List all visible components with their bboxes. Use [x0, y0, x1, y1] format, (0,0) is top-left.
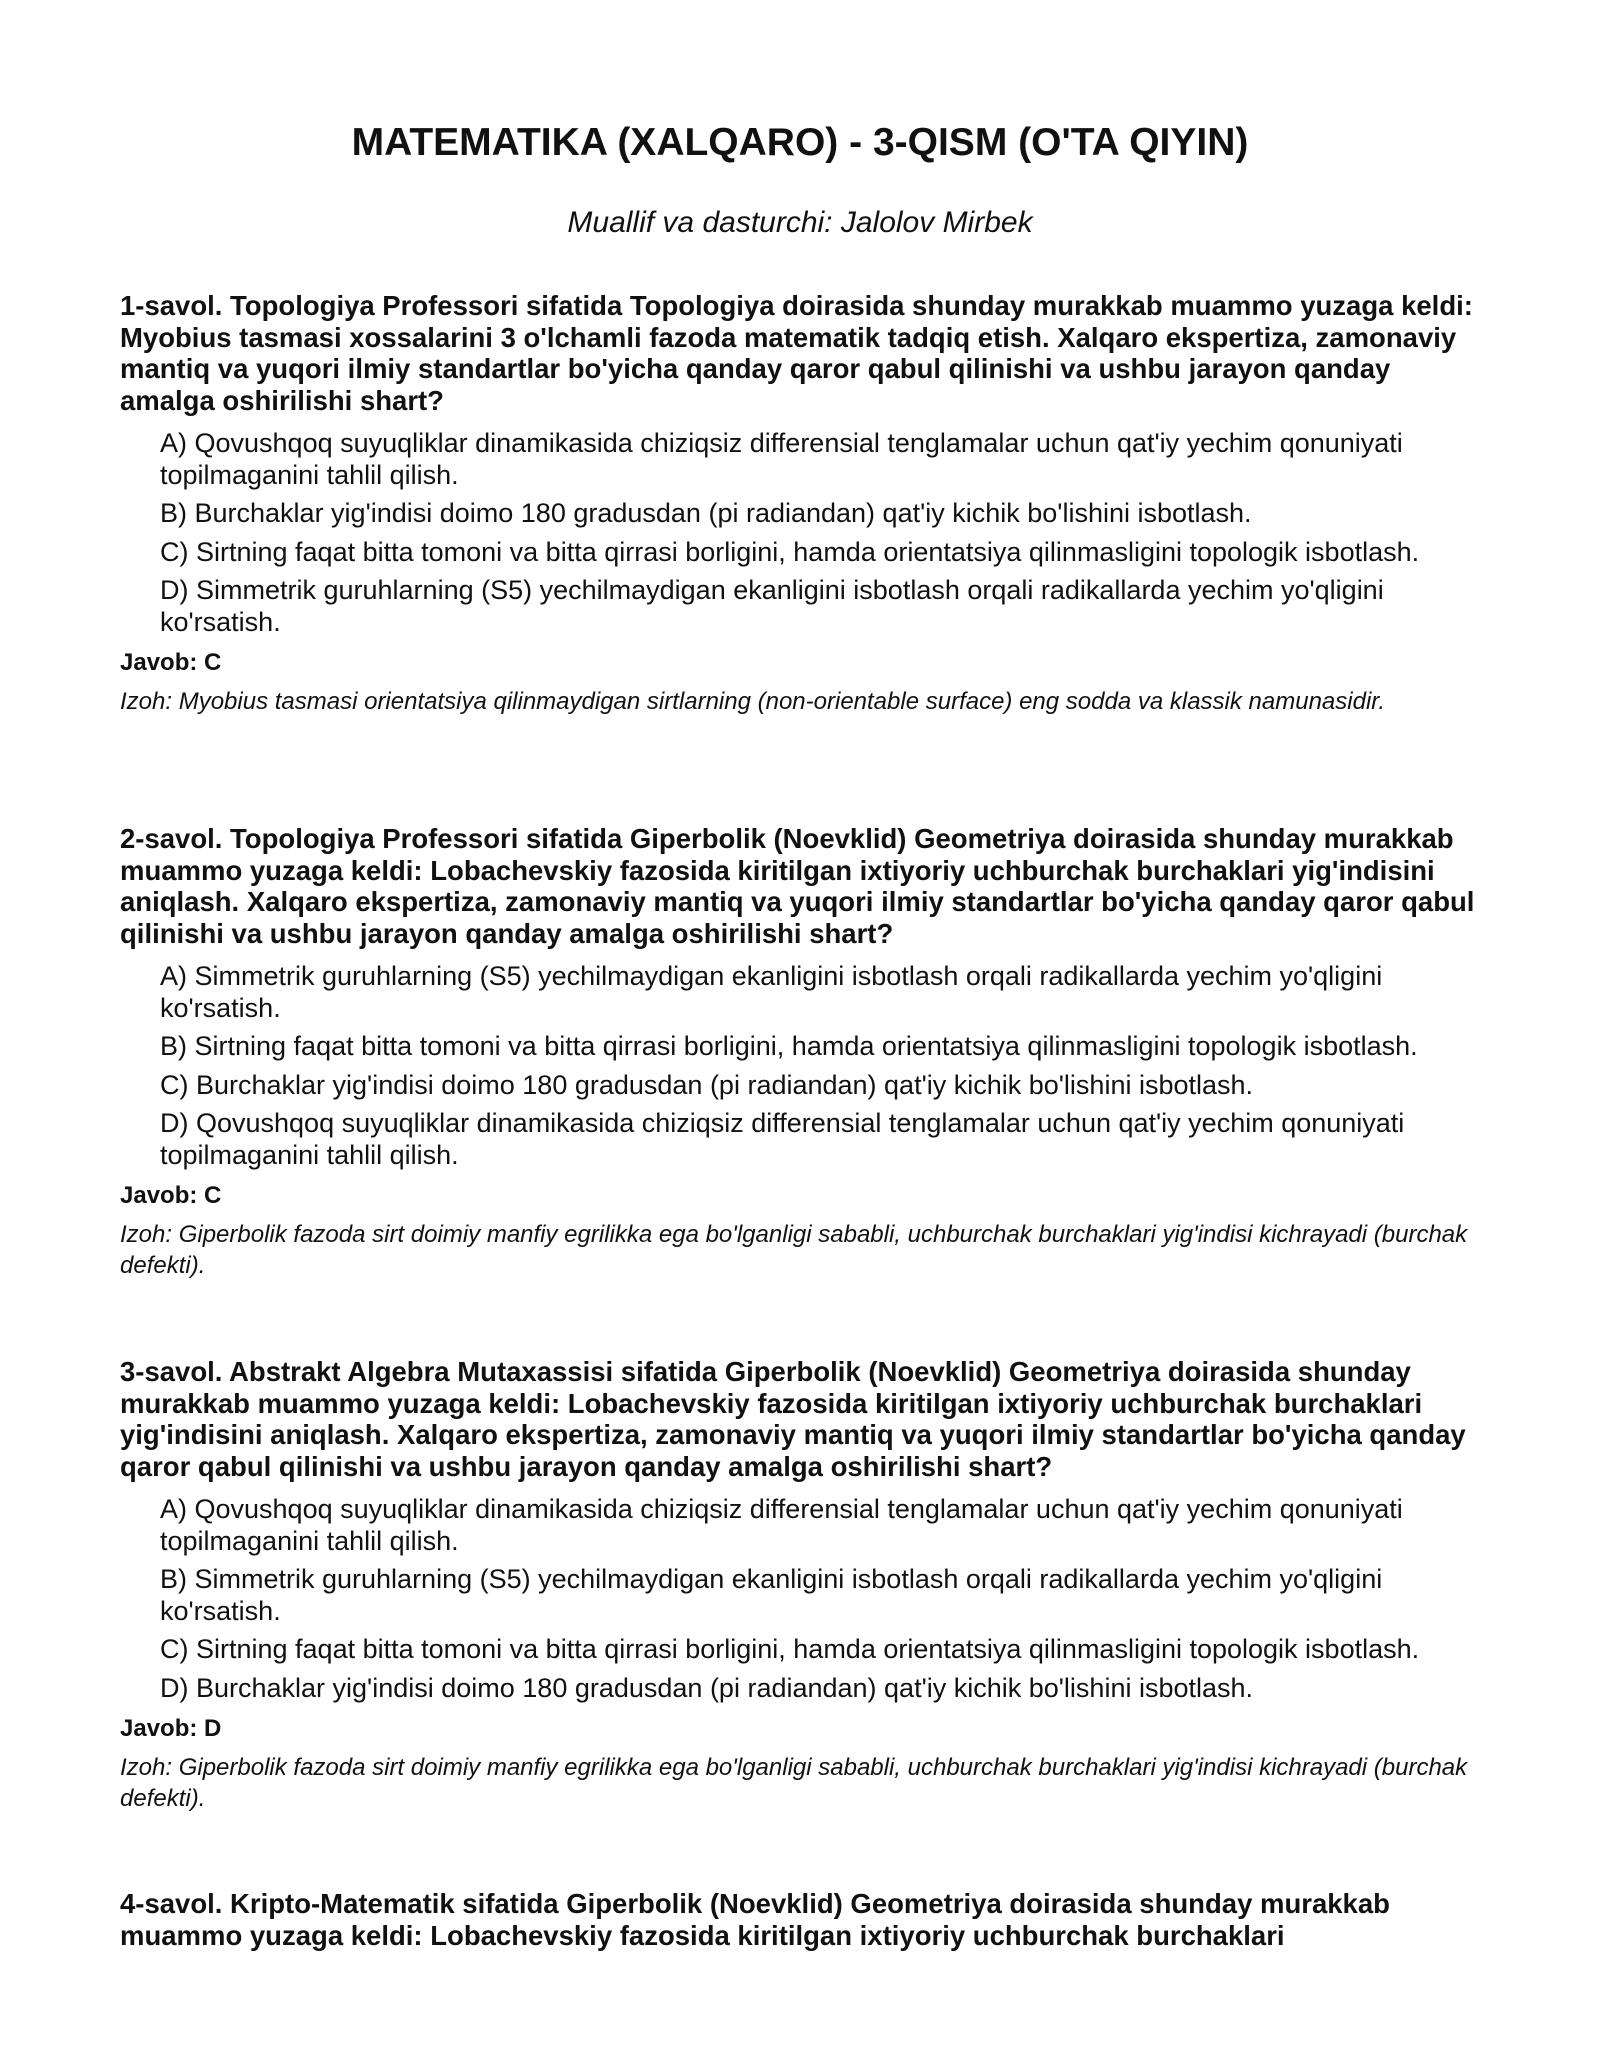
- option-b: B) Simmetrik guruhlarning (S5) yechilmaydigan ekanligini isbotlash orqali radikallarda yechim yo'qligini ko'rsatish.: [160, 1564, 1383, 1626]
- option-c: C) Sirtning faqat bitta tomoni va bitta qirrasi borligini, hamda orientatsiya qilinmasligini topologik isbotlash.: [160, 1634, 1420, 1664]
- options-list: [160, 1494, 1480, 1704]
- option-b: B) Sirtning faqat bitta tomoni va bitta qirrasi borligini, hamda orientatsiya qilinmasligini topologik isbotlash.: [160, 1031, 1418, 1061]
- answer-line: Javob: C: [120, 649, 222, 676]
- page-title: MATEMATIKA (XALQARO) - 3-QISM (O'TA QIYIN): [351, 121, 1249, 164]
- answer-line: Javob: D: [120, 1715, 222, 1742]
- option-a: A) Qovushqoq suyuqliklar dinamikasida chiziqsiz differensial tenglamalar uchun qat'iy yechim qonuniyati topilmaganini tahlil qilish.: [160, 1494, 1403, 1556]
- question-text: 4-savol. Kripto-Matematik sifatida Giperbolik (Noevklid) Geometriya doirasida shunday murakkab muammo yuzaga keldi: Lobachevskiy fazosida kiritilgan ixtiyoriy uchburchak burchaklari: [120, 1888, 1390, 1951]
- question-block: [120, 1888, 1480, 1951]
- option-d: D) Simmetrik guruhlarning (S5) yechilmaydigan ekanligini isbotlash orqali radikallarda yechim yo'qligini ko'rsatish.: [160, 575, 1384, 637]
- explanation-note: Izoh: Giperbolik fazoda sirt doimiy manfiy egrilikka ega bo'lganligi sababli, uchburchak burchaklari yig'indisi kichrayadi (burchak defekti).: [120, 1221, 1468, 1279]
- explanation-note: Izoh: Myobius tasmasi orientatsiya qilinmaydigan sirtlarning (non-orientable surface) eng sodda va klassik namunasidir.: [120, 688, 1386, 715]
- question-text: 3-savol. Abstrakt Algebra Mutaxassisi sifatida Giperbolik (Noevklid) Geometriya doirasida shunday murakkab muammo yuzaga keldi: Lobachevskiy fazosida kiritilgan ixtiyoriy uchburchak burchaklari yig'indisini aniqlash. Xalqaro ekspertiza, zamonaviy mantiq va yuqori ilmiy standartlar bo'yicha qanday qaror qabul qilinishi va ushbu jarayon qanday amalga oshirilishi shart?: [120, 1356, 1466, 1482]
- question-text: 1-savol. Topologiya Professori sifatida Topologiya doirasida shunday murakkab muammo yuzaga keldi: Myobius tasmasi xossalarini 3 o'lchamli fazoda matematik tadqiq etish. Xalqaro ekspertiza, zamonaviy mantiq va yuqori ilmiy standartlar bo'yicha qanday qaror qabul qilinishi va ushbu jarayon qanday amalga oshirilishi shart?: [120, 290, 1473, 416]
- option-d: D) Burchaklar yig'indisi doimo 180 gradusdan (pi radiandan) qat'iy kichik bo'lishini isbotlash.: [160, 1672, 1254, 1703]
- question-block: [120, 1356, 1480, 1814]
- option-d: D) Qovushqoq suyuqliklar dinamikasida chiziqsiz differensial tenglamalar uchun qat'iy yechim qonuniyati topilmaganini tahlil qilish.: [160, 1108, 1405, 1170]
- answer-line: Javob: C: [120, 1182, 222, 1209]
- option-c: C) Burchaklar yig'indisi doimo 180 gradusdan (pi radiandan) qat'iy kichik bo'lishini isbotlash.: [160, 1069, 1254, 1100]
- option-a: A) Qovushqoq suyuqliklar dinamikasida chiziqsiz differensial tenglamalar uchun qat'iy yechim qonuniyati topilmaganini tahlil qilish.: [160, 428, 1403, 490]
- explanation-note: Izoh: Giperbolik fazoda sirt doimiy manfiy egrilikka ega bo'lganligi sababli, uchburchak burchaklari yig'indisi kichrayadi (burchak defekti).: [120, 1754, 1468, 1812]
- option-a: A) Simmetrik guruhlarning (S5) yechilmaydigan ekanligini isbotlash orqali radikallarda yechim yo'qligini ko'rsatish.: [160, 961, 1383, 1023]
- question-block: [120, 823, 1480, 1281]
- author-line: Muallif va dasturchi: Jalolov Mirbek: [567, 206, 1033, 239]
- options-list: [160, 428, 1480, 638]
- question-text: 2-savol. Topologiya Professori sifatida Giperbolik (Noevklid) Geometriya doirasida shunday murakkab muammo yuzaga keldi: Lobachevskiy fazosida kiritilgan ixtiyoriy uchburchak burchaklari yig'indisini aniqlash. Xalqaro ekspertiza, zamonaviy mantiq va yuqori ilmiy standartlar bo'yicha qanday qaror qabul qilinishi va ushbu jarayon qanday amalga oshirilishi shart?: [120, 823, 1475, 949]
- option-c: C) Sirtning faqat bitta tomoni va bitta qirrasi borligini, hamda orientatsiya qilinmasligini topologik isbotlash.: [160, 536, 1420, 567]
- option-b: B) Burchaklar yig'indisi doimo 180 gradusdan (pi radiandan) qat'iy kichik bo'lishini isbotlash.: [160, 498, 1252, 528]
- question-block: [120, 290, 1480, 717]
- options-list: [160, 961, 1480, 1171]
